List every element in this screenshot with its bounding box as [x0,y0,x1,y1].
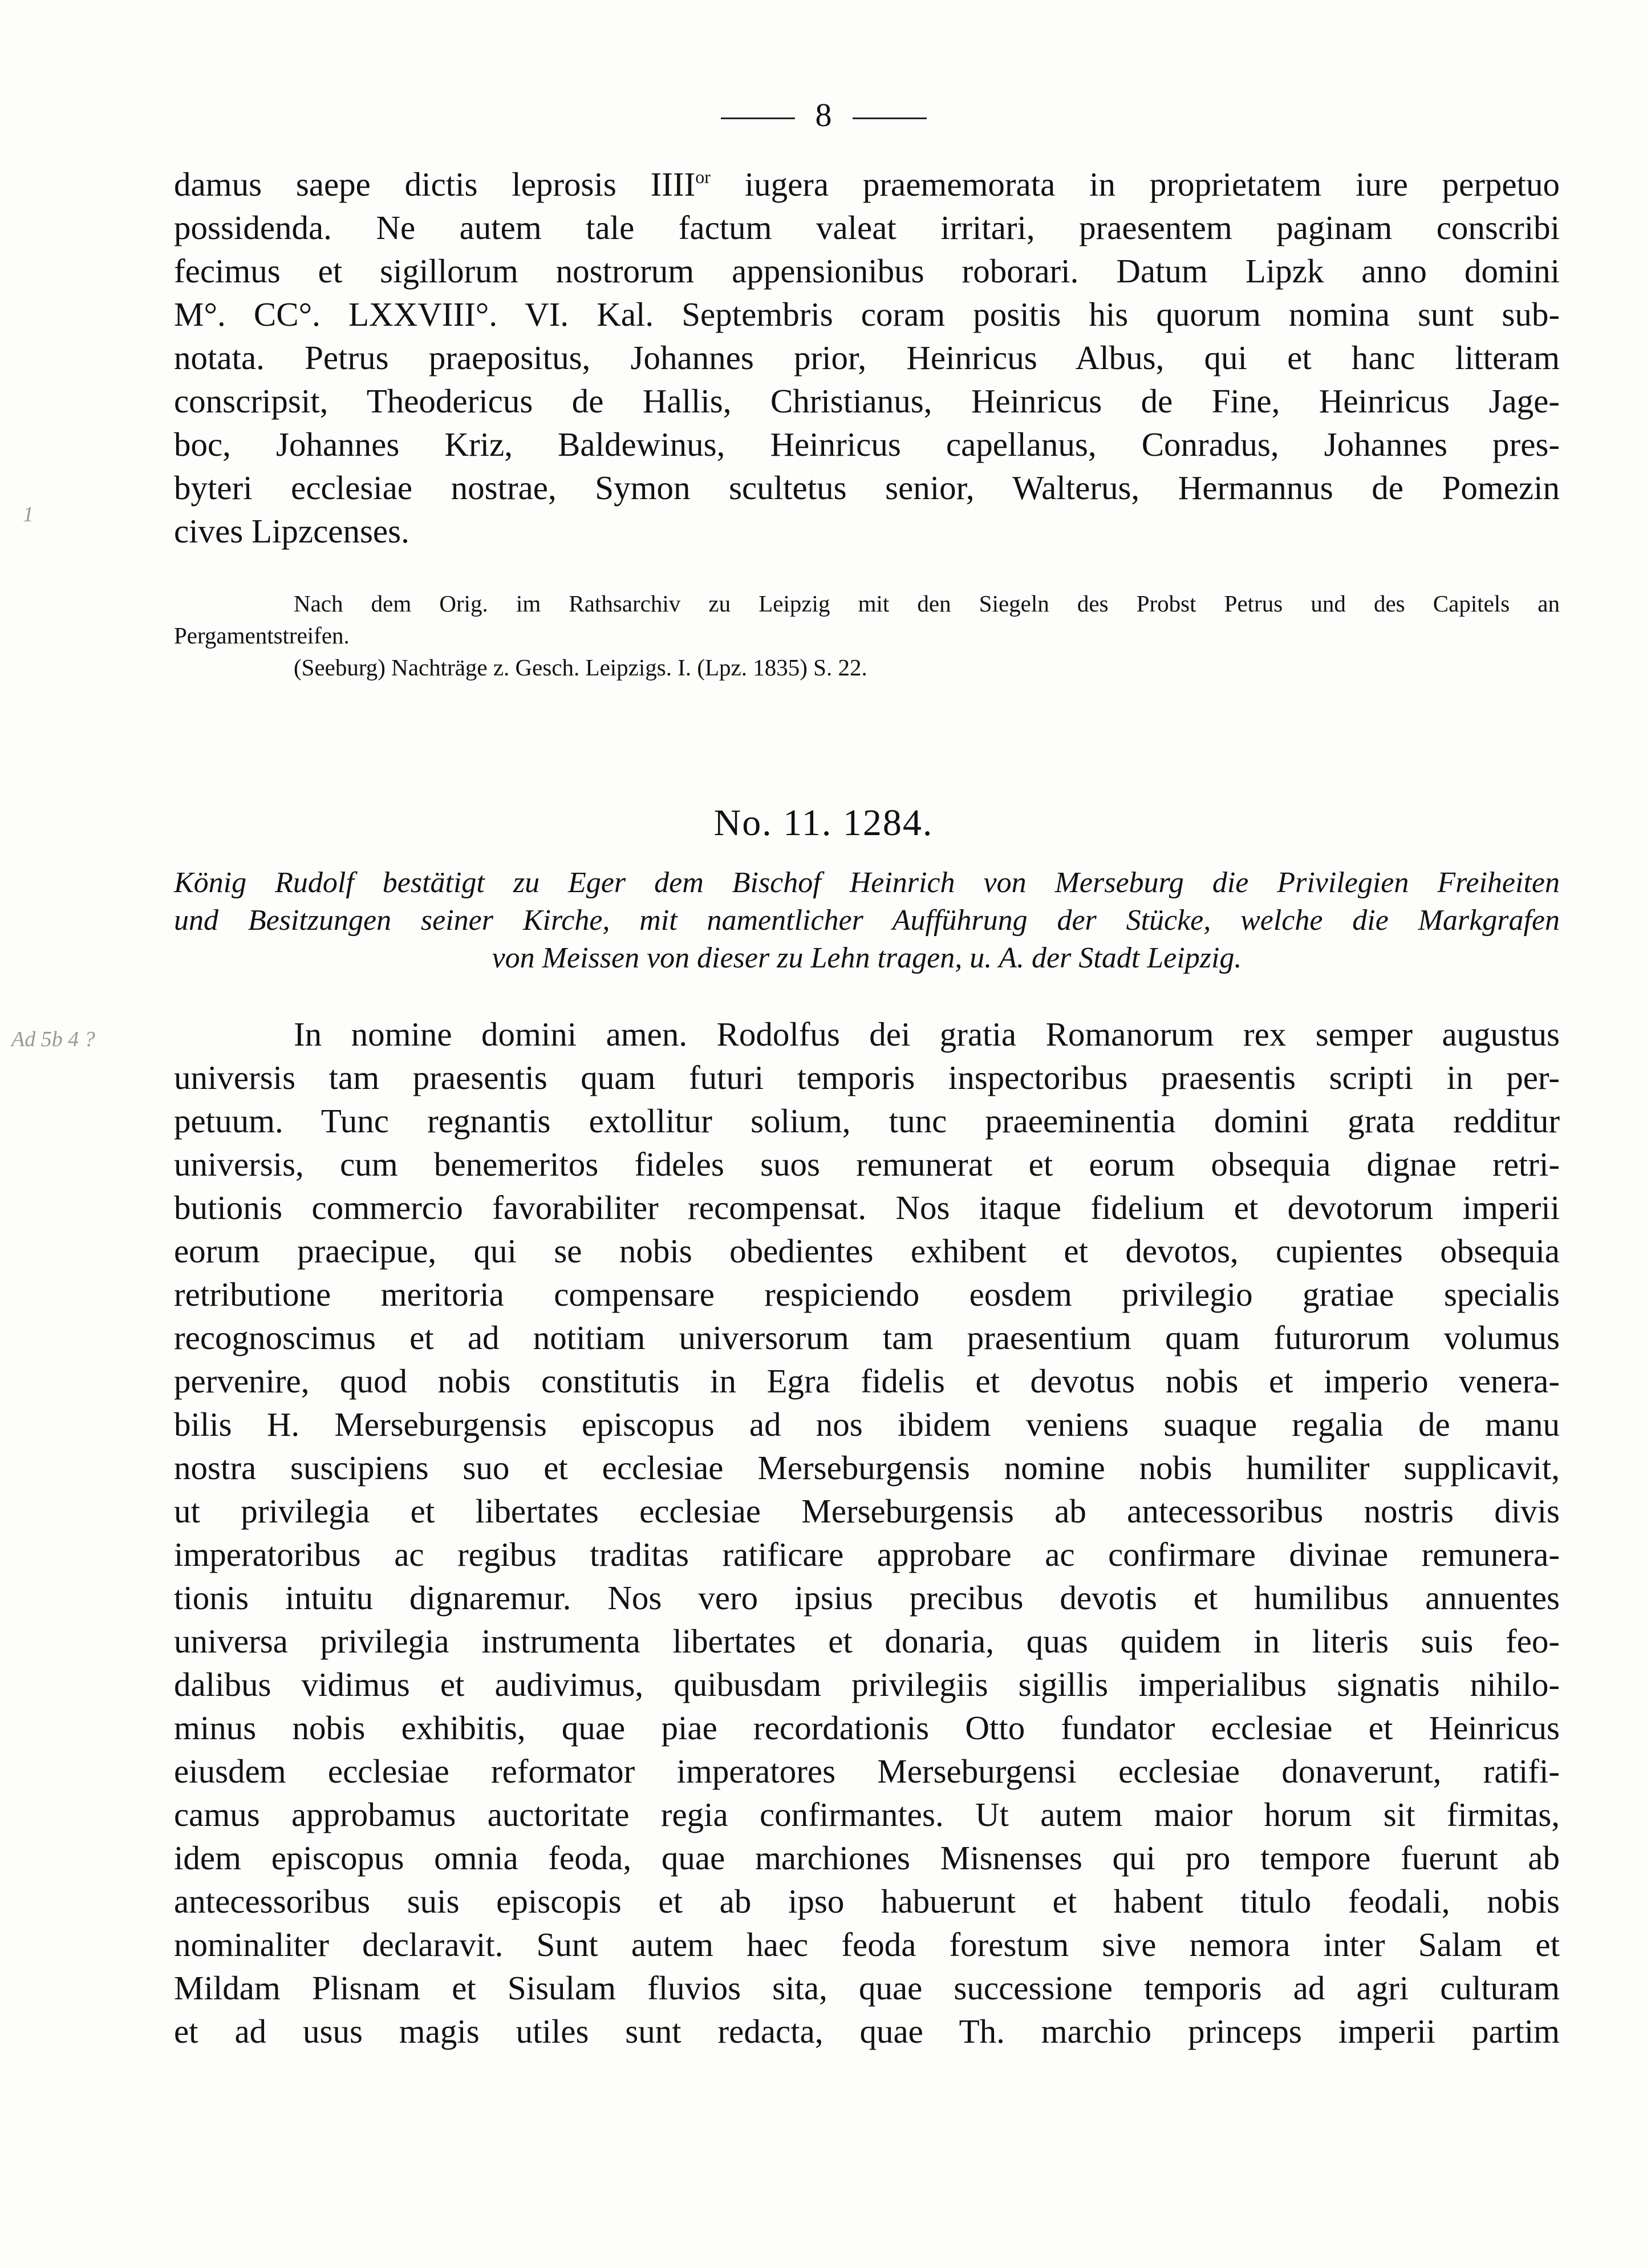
text-line: notata. Petrus praepositus, Johannes prior, Heinricus Albus, qui et hanc litteram [174,339,1560,376]
text-line: possidenda. Ne autem tale factum valeat irritari, praesentem paginam conscribi [174,209,1560,246]
text-line: tionis intuitu dignaremur. Nos vero ipsius precibus devotis et humilibus annuentes [174,1579,1560,1617]
text-line: recognoscimus et ad notitiam universorum tam praesentium quam futurorum volumus [174,1319,1560,1356]
text-line: eiusdem ecclesiae reformator imperatores Merseburgensi ecclesiae donaverunt, ratifi- [174,1752,1560,1790]
text-line: imperatoribus ac regibus traditas ratificare approbare ac confirmare divinae remunera- [174,1536,1560,1573]
summary-line: und Besitzungen seiner Kirche, mit namentlicher Aufführung der Stücke, welche die Markgrafen [174,904,1560,937]
text-line: universis tam praesentis quam futuri temporis inspectoribus praesentis scripti in per- [174,1059,1560,1096]
text-line: petuum. Tunc regnantis extollitur solium, tunc praeeminentia domini grata redditur [174,1102,1560,1140]
page-number-dash-right [853,118,927,119]
margin-annotation: 1 [23,503,34,526]
text-line: boc, Johannes Kriz, Baldewinus, Heinricus capellanus, Conradus, Johannes pres- [174,426,1560,463]
text-line: nominaliter declaravit. Sunt autem haec feoda forestum sive nemora inter Salam et [174,1926,1560,1963]
text-line: eorum praecipue, qui se nobis obedientes exhibent et devotos, cupientes obsequia [174,1232,1560,1270]
text-line: bilis H. Merseburgensis episcopus ad nos ibidem veniens suaque regalia de manu [174,1406,1560,1443]
note-line: (Seeburg) Nachträge z. Gesch. Leipzigs. I. (Lpz. 1835) S. 22. [294,654,867,681]
text-line: butionis commercio favorabiliter recompensat. Nos itaque fidelium et devotorum imperii [174,1189,1560,1226]
page-number-dash-left [721,118,795,119]
text-line: idem episcopus omnia feoda, quae marchiones Misnenses qui pro tempore fuerunt ab [174,1839,1560,1877]
text-line: cives Lipzcenses. [174,512,409,550]
regest-summary [174,864,1560,977]
text-line: dalibus vidimus et audivimus, quibusdam privilegiis sigillis imperialibus signatis nihilo- [174,1666,1560,1703]
margin-annotation: Ad 5b 4 ? [11,1027,95,1051]
text-line: antecessoribus suis episcopis et ab ipso habuerunt et habent titulo feodali, nobis [174,1882,1560,1920]
text-line: M°. CC°. LXXVIII°. VI. Kal. Septembris coram positis his quorum nomina sunt sub- [174,295,1560,333]
summary-line: König Rudolf bestätigt zu Eger dem Bischof Heinrich von Merseburg die Privilegien Freiheiten [174,866,1560,899]
text-line: minus nobis exhibitis, quae piae recordationis Otto fundator ecclesiae et Heinricus [174,1709,1560,1747]
text-line: ut privilegia et libertates ecclesiae Merseburgensis ab antecessoribus nostris divis [174,1492,1560,1530]
text-line: et ad usus magis utiles sunt redacta, quae Th. marchio princeps imperii partim [174,2012,1560,2050]
summary-line: von Meissen von dieser zu Lehn tragen, u. A. der Stadt Leipzig. [492,942,1242,974]
text-line: universa privilegia instrumenta libertates et donaria, quas quidem in literis suis feo- [174,1622,1560,1660]
text-line: conscripsit, Theodericus de Hallis, Christianus, Heinricus de Fine, Heinricus Jage- [174,382,1560,420]
document-heading: No. 11. 1284. [713,802,934,844]
charter-text [174,1012,1560,2053]
text-line: nostra suscipiens suo et ecclesiae Merseburgensis nomine nobis humiliter supplicavit, [174,1449,1560,1487]
text-line: camus approbamus auctoritate regia confirmantes. Ut autem maior horum sit firmitas, [174,1796,1560,1833]
text-line: Mildam Plisnam et Sisulam fluvios sita, quae successione temporis ad agri culturam [174,1969,1560,2007]
note-line: Nach dem Orig. im Rathsarchiv zu Leipzig mit den Siegeln des Probst Petrus und des Capitels an [294,590,1560,617]
text-line: byteri ecclesiae nostrae, Symon scultetus senior, Walterus, Hermannus de Pomezin [174,469,1560,507]
paragraph-continuation [174,163,1560,553]
page-number: 8 [0,96,1647,134]
text-line: retributione meritoria compensare respiciendo eosdem privilegio gratiae specialis [174,1275,1560,1313]
text-line: In nomine domini amen. Rodolfus dei gratia Romanorum rex semper augustus [294,1015,1560,1053]
text-line: pervenire, quod nobis constitutis in Egra fidelis et devotus nobis et imperio venera- [174,1362,1560,1400]
source-notes [174,588,1560,683]
text-line: universis, cum benemeritos fideles suos remunerat et eorum obsequia dignae retri- [174,1145,1560,1183]
note-line: Pergamentstreifen. [174,622,350,649]
text-line: damus saepe dictis leprosis $IIII^{or}$ iugera praememorata in proprietatem iure perpetuo [174,165,1560,203]
text-line: fecimus et sigillorum nostrorum appensionibus roborari. Datum Lipzk anno domini [174,252,1560,290]
